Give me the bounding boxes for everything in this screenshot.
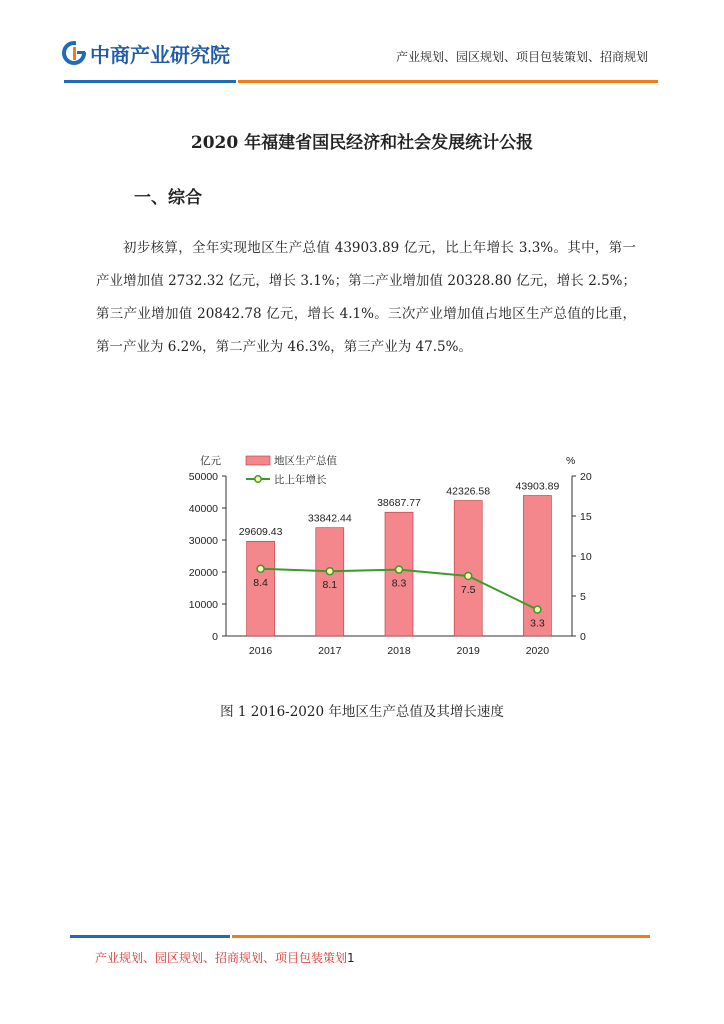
left-tick-label: 0: [212, 631, 218, 643]
x-tick-label: 2020: [525, 645, 550, 657]
legend-line-label: 比上年增长: [274, 474, 327, 486]
figure-caption: 图 1 2016-2020 年地区生产总值及其增长速度: [220, 704, 504, 720]
right-tick-label: 0: [580, 631, 586, 643]
growth-point: [326, 568, 333, 575]
x-tick-label: 2018: [387, 645, 411, 657]
left-tick-label: 30000: [188, 535, 218, 547]
bar-value-label: 42326.58: [446, 485, 491, 498]
x-tick-label: 2017: [318, 645, 342, 657]
legend-bar-swatch: [246, 456, 270, 465]
gdp-chart: [180, 448, 600, 670]
bar-value-label: 43903.89: [515, 480, 560, 493]
growth-point: [534, 606, 541, 613]
right-tick-label: 15: [580, 511, 592, 523]
footer-rule-blue: [70, 935, 230, 938]
growth-value-label: 8.3: [391, 577, 407, 590]
document-title: 2020 年福建省国民经济和社会发展统计公报: [190, 133, 534, 153]
bar-value-label: 29609.43: [238, 526, 283, 539]
bar: [523, 496, 551, 636]
logo: [62, 38, 230, 68]
legend-line-marker: [255, 476, 261, 482]
header-rule-orange: [238, 80, 658, 83]
left-axis-unit: 亿元: [200, 455, 221, 467]
footer-rule-orange: [232, 935, 650, 938]
growth-value-label: 3.3: [530, 617, 545, 630]
bar: [385, 512, 413, 636]
body-text: [96, 232, 636, 364]
growth-point: [257, 565, 264, 572]
page-footer: [95, 949, 355, 966]
growth-point: [465, 573, 472, 580]
bar: [454, 501, 482, 636]
left-tick-label: 40000: [188, 503, 218, 515]
header-tagline: 产业规划、园区规划、项目包装策划、招商规划: [395, 50, 648, 64]
right-tick-label: 10: [580, 551, 592, 563]
footer-tagline: 产业规划、园区规划、招商规划、项目包装策划: [95, 951, 348, 965]
left-tick-label: 50000: [188, 471, 218, 483]
growth-value-label: 7.5: [460, 584, 476, 596]
growth-point: [396, 566, 403, 573]
bar-value-label: 38687.77: [377, 497, 421, 510]
x-tick-label: 2019: [456, 645, 480, 657]
growth-value-label: 8.4: [253, 576, 268, 589]
logo-text: 中商产业研究院: [90, 42, 230, 67]
x-tick-label: 2016: [248, 645, 273, 657]
section-heading: 一、综合: [134, 188, 202, 208]
chart-bars: [239, 481, 560, 636]
chart-legend: [246, 454, 337, 486]
paragraph: 初步核算，全年实现地区生产总值 43903.89 亿元，比上年增长 3.3%。其中，第一产业增加值 2732.32 亿元，增长 3.1%；第二产业增加值 20328.80 亿元，增长 2.5%；第三产业增加值 20842.78 亿元，增长 4.1%。三次产业增加值占地区生产总值的比重，第一产业为 6.2%，第二产业为 46.3%，第三产业为 47.5%。: [96, 240, 636, 355]
right-axis-unit: %: [566, 455, 576, 467]
left-tick-label: 10000: [188, 599, 218, 611]
header-rule-blue: [64, 80, 236, 83]
logo-icon: [62, 41, 86, 65]
growth-value-label: 8.1: [322, 579, 338, 592]
page-number: 1: [347, 951, 355, 965]
bar-value-label: 33842.44: [307, 512, 352, 525]
right-tick-label: 20: [580, 471, 592, 483]
page-header: [0, 0, 724, 90]
left-tick-label: 20000: [188, 567, 218, 579]
legend-bar-label: 地区生产总值: [274, 455, 337, 467]
right-tick-label: 5: [580, 591, 586, 603]
